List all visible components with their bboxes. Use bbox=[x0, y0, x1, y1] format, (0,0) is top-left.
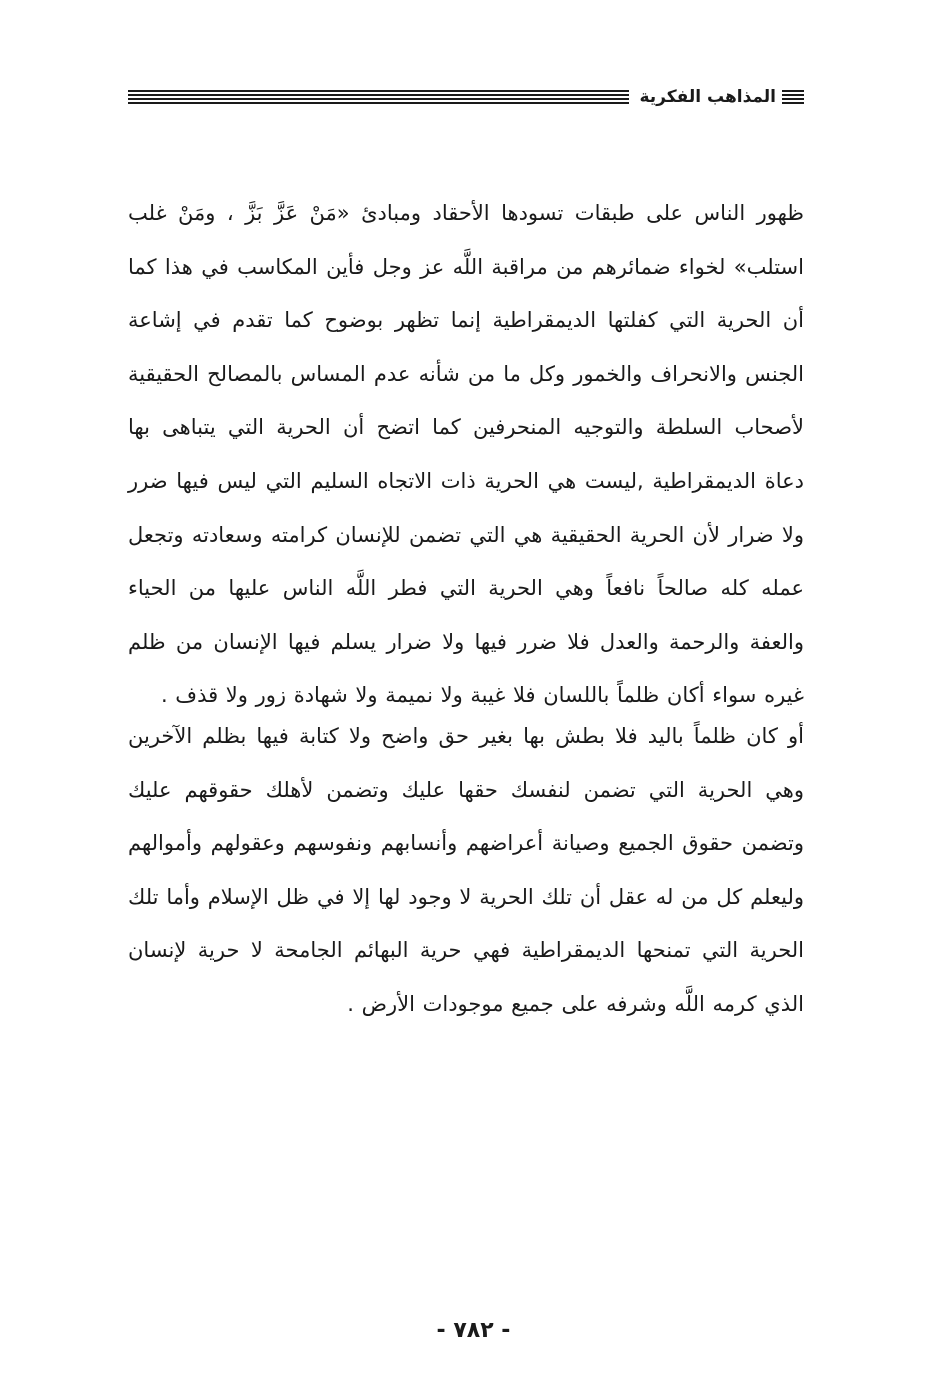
header-rule bbox=[128, 90, 629, 104]
paragraph-1: ظهور الناس على طبقات تسودها الأحقاد ومبادئ «مَنْ عَزَّ بَزَّ ، ومَنْ غلب استلب» لخواء ضمائرهم من مراقبة اللَّه عز وجل فأين المكاسب في هذا كما أن الحرية التي كفلتها الديمقراطية إنما تظهر بوضوح كما تقدم في إشاعة الجنس والانحراف والخمور وكل ما من شأنه عدم المساس بالمصالح الحقيقية لأصحاب السلطة والتوجيه المنحرفين كما اتضح أن الحرية التي يتباهى بها دعاة الديمقراطية ,ليست هي الحرية ذات الاتجاه السليم التي ليس فيها ضرر ولا ضرار لأن الحرية الحقيقية هي التي تضمن للإنسان كرامته وسعادته وتجعل عمله كله صالحاً نافعاً وهي الحرية التي فطر اللَّه الناس عليها من الحياء والعفة والرحمة والعدل فلا ضرر فيها ولا ضرار يسلم فيها الإنسان من ظلم غيره سواء أكان ظلماً باللسان فلا غيبة ولا نميمة ولا شهادة زور ولا قذف . bbox=[128, 201, 804, 708]
page-number: - ٧٨٢ - bbox=[436, 1318, 511, 1343]
header-lines-icon bbox=[782, 90, 804, 104]
header-title: المذاهب الفكرية bbox=[639, 86, 776, 107]
paragraph-2: أو كان ظلماً باليد فلا بطش بها بغير حق واضح ولا كتابة فيها بظلم الآخرين وهي الحرية التي تضمن لنفسك حقها عليك وتضمن لأهلك حقوقهم عليك وتضمن حقوق الجميع وصيانة أعراضهم وأنسابهم ونفوسهم وعقولهم وأموالهم وليعلم كل من له عقل أن تلك الحرية لا وجود لها إلا في ظل الإسلام وأما تلك الحرية التي تمنحها الديمقراطية فهي حرية البهائم الجامحة لا حرية لإنسان الذي كرمه اللَّه وشرفه على جميع موجودات الأرض . bbox=[128, 724, 804, 1016]
running-header bbox=[128, 80, 804, 114]
